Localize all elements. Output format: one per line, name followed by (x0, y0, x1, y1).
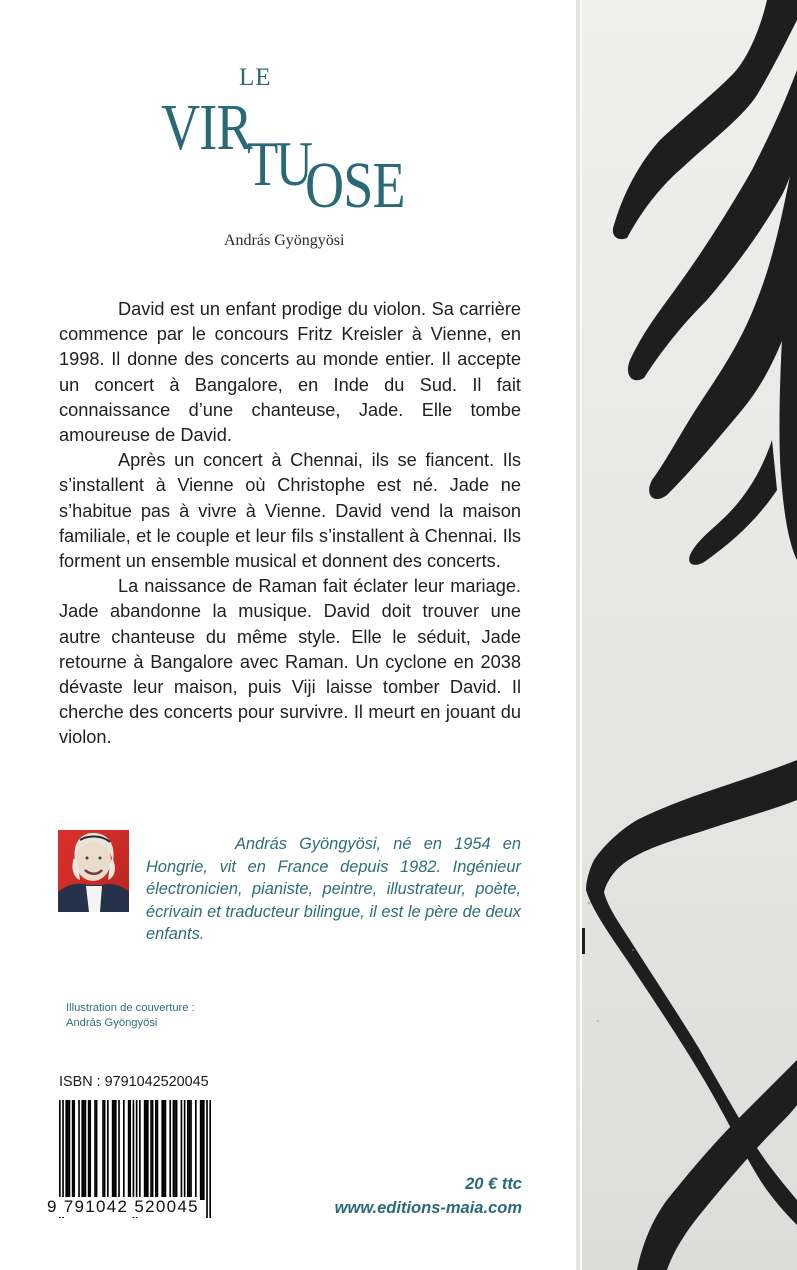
barcode-bar (65, 1100, 67, 1200)
price: 20 € ttc (465, 1175, 522, 1193)
author-name: András Gyöngyösi (224, 232, 345, 249)
title-tu: TU (247, 128, 311, 199)
barcode-bar (73, 1100, 75, 1200)
author-bio-text: András Gyöngyösi, né en 1954 en Hongrie, vit en France depuis 1982. Ingénieur électronicien, pianiste, peintre, illustrateur, poète, écrivain et traducteur bilingue, il est le père de deux enfants. (146, 835, 521, 944)
barcode-bar (152, 1100, 154, 1200)
barcode-bar (203, 1100, 205, 1200)
barcode-bar (83, 1100, 85, 1200)
barcode-bar (88, 1100, 90, 1200)
barcode-bar (209, 1100, 211, 1218)
barcode-bar (190, 1100, 192, 1200)
barcode-bar (145, 1100, 147, 1200)
illustration-credit (66, 1001, 195, 1031)
author-bio (146, 833, 521, 946)
barcode-bar (112, 1100, 114, 1200)
barcode-bar (165, 1100, 167, 1200)
barcode-bar (147, 1100, 149, 1200)
title-vir: VIR (161, 91, 252, 164)
synopsis-paragraph: La naissance de Raman fait éclater leur mariage. Jade abandonne la musique. David doit trouver une autre chanteuse du même style. Elle le séduit, Jade retourne à Bangalore avec Raman. Un cyclone en 2038 dévaste leur maison, puis Viji laisse tomber David. Il cherche des concerts pour survivre. Il meurt en jouant du violon. (59, 576, 521, 748)
illustration-credit-author: András Gyöngyösi (66, 1017, 158, 1029)
barcode-bar (128, 1100, 130, 1200)
barcode-bar (107, 1100, 109, 1200)
barcode-bar (181, 1100, 183, 1200)
illustration-credit-label: Illustration de couverture : (66, 1002, 195, 1014)
publisher-website[interactable]: www.editions-maia.com (334, 1199, 522, 1217)
barcode-bar (89, 1100, 91, 1200)
barcode-bar (161, 1100, 163, 1200)
barcode-bar (123, 1100, 125, 1200)
barcode-bar (129, 1100, 131, 1200)
isbn-label: ISBN : 9791042520045 (59, 1074, 209, 1090)
barcode-bar (94, 1100, 96, 1200)
barcode-bar (115, 1100, 117, 1200)
barcode-bar (189, 1100, 191, 1200)
synopsis-paragraph: Après un concert à Chennai, ils se fiancent. Ils s’installent à Vienne où Christophe est né. Jade ne s’habitue pas à vivre à Vienne. David vend la maison familiale, et le couple et leur fils s’installent à Chennai. Ils forment un ensemble musical et donnent des concerts. (59, 450, 521, 572)
barcode-bar (139, 1100, 141, 1200)
barcode-bar (69, 1100, 71, 1200)
barcode-bar (173, 1100, 175, 1200)
barcode-bar (96, 1100, 98, 1200)
barcode-bar (150, 1100, 152, 1200)
barcode-bar (187, 1100, 189, 1200)
barcode-bar (157, 1100, 159, 1200)
barcode-bar (81, 1100, 83, 1200)
barcode-bar (200, 1100, 202, 1200)
barcode-bar (201, 1100, 203, 1200)
author-photo (58, 830, 129, 912)
barcode-bar (118, 1100, 120, 1200)
barcode-bar (72, 1100, 74, 1200)
barcode-bar (85, 1100, 87, 1200)
barcode-bar (155, 1100, 157, 1200)
barcode-bar (144, 1100, 146, 1200)
barcode-bar (104, 1100, 106, 1200)
synopsis-paragraph: David est un enfant prodige du violon. Sa carrière commence par le concours Fritz Kreisler à Vienne, en 1998. Il donne des concerts au monde entier. Il accepte un concert à Bangalore, en Inde du Sud. Il fait connaissance d’une chanteuse, Jade. Elle tombe amoureuse de David. (59, 299, 521, 446)
barcode-bar (174, 1100, 176, 1200)
barcode-bar (169, 1100, 171, 1200)
brush-artwork (582, 0, 797, 1270)
barcode-digits: 9 791042 520045 (47, 1197, 199, 1216)
barcode-bar (102, 1100, 104, 1200)
barcode-bar (206, 1100, 208, 1218)
barcode-bar (195, 1100, 197, 1200)
synopsis (59, 297, 521, 751)
barcode-bar (113, 1100, 115, 1200)
barcode-bar (163, 1100, 165, 1200)
barcode-bar (67, 1100, 69, 1200)
barcode-bar (184, 1100, 186, 1200)
barcode-bar (176, 1100, 178, 1200)
cover-illustration (582, 0, 797, 1270)
barcode-bar (78, 1100, 80, 1200)
title-le: LE (239, 64, 272, 91)
title-ose: OSE (305, 149, 405, 222)
